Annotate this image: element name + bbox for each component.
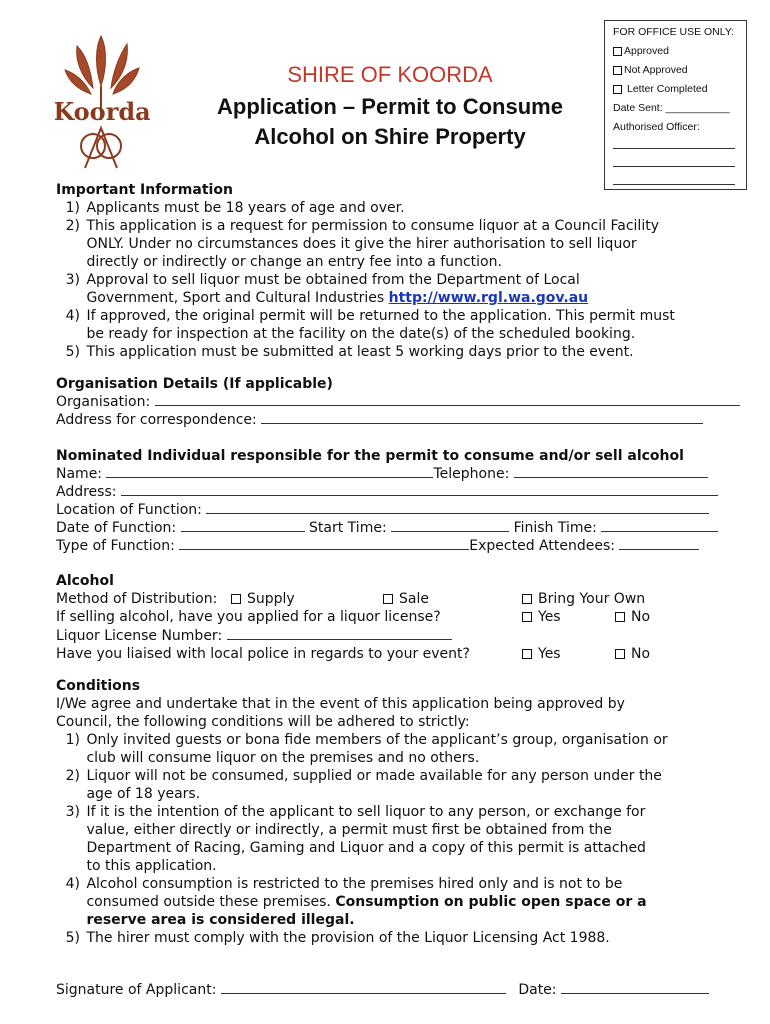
- nominated-section: Nominated Individual responsible for the permit to consume and/or sell alcohol Name: Telephone: Address: Location of Function: Date of Function: Start Time: Finish Time: Type of Function: Expected Attendees:: [56, 447, 718, 555]
- type-field[interactable]: [179, 537, 469, 550]
- method-label: Method of Distribution:: [56, 591, 218, 607]
- office-heading: FOR OFFICE USE ONLY:: [613, 26, 735, 38]
- approved-checkbox[interactable]: [613, 47, 622, 56]
- org-heading: Organisation Details (If applicable): [56, 376, 333, 392]
- licence-question: If selling alcohol, have you applied for a liquor license?: [56, 609, 441, 625]
- rgl-link[interactable]: http://www.rgl.wa.gov.au: [388, 290, 589, 306]
- licence-yes[interactable]: Yes: [522, 608, 561, 626]
- not-approved-checkbox[interactable]: [613, 66, 622, 75]
- letter-completed-checkbox[interactable]: [613, 85, 622, 94]
- org-section: Organisation Details (If applicable) Organisation: Address for correspondence:: [56, 375, 740, 429]
- approved-label: Approved: [624, 45, 669, 57]
- info-item-5: 5) This application must be submitted at least 5 working days prior to the event.: [65, 344, 634, 360]
- condition-3: 3) If it is the intention of the applicant to sell liquor to any person, or exchange for: [65, 804, 646, 820]
- start-time-field[interactable]: [391, 519, 509, 532]
- conditions-heading-block: Conditions I/We agree and undertake that in the event of this application being approved by Council, the following conditions will be adhered to strictly:: [56, 678, 625, 730]
- page-title: Application – Permit to Consume Alcohol on Shire Property: [217, 94, 563, 149]
- signature-date-field[interactable]: [561, 981, 709, 994]
- shire-logo: [55, 28, 150, 178]
- nominated-heading: Nominated Individual responsible for the permit to consume and/or sell alcohol: [56, 448, 684, 464]
- telephone-field[interactable]: [514, 465, 708, 478]
- licence-number-row: Liquor License Number:: [56, 627, 452, 645]
- attendees-field[interactable]: [619, 537, 699, 550]
- finish-time-field[interactable]: [601, 519, 718, 532]
- conditions-heading: Conditions: [56, 678, 141, 694]
- location-field[interactable]: [206, 501, 709, 514]
- licence-number-field[interactable]: [227, 627, 452, 640]
- supply-option[interactable]: Supply: [231, 590, 295, 608]
- info-list: 1) Applicants must be 18 years of age and over. 2) This application is a request for permission to consume liquor at a Council Facility ONLY. Under no circumstances does it give the hirer authorisation to sell liquor directly or indirectly or change an entry fee into a function. 3) Approval to sell liquor must be obtained from the Department of Local Government, Sport and Cultural Industries http://www.rgl.wa.gov.au 4) If approved, the original permit will be returned to the application. This permit must be ready for inspection at the facility on the date(s) of the scheduled booking. 5) This application must be submitted at least 5 working days prior to the event.: [34, 199, 675, 361]
- shire-name: SHIRE OF KOORDA: [287, 62, 493, 87]
- condition-5: 5) The hirer must comply with the provision of the Liquor Licensing Act 1988.: [65, 930, 610, 946]
- name-field[interactable]: [106, 465, 433, 478]
- office-use-box: [604, 20, 747, 190]
- info-item-1: 1) Applicants must be 18 years of age and over.: [65, 200, 405, 216]
- officer-line-3[interactable]: [613, 173, 735, 185]
- byo-option[interactable]: Bring Your Own: [522, 590, 645, 608]
- organisation-field[interactable]: [155, 393, 740, 406]
- police-question: Have you liaised with local police in regards to your event?: [56, 646, 470, 662]
- info-item-4: 4) If approved, the original permit will be returned to the application. This permit must: [65, 308, 675, 324]
- officer-line-1[interactable]: [613, 137, 735, 149]
- letter-completed-label: Letter Completed: [627, 83, 708, 95]
- signature-field[interactable]: [221, 981, 506, 994]
- signature-row: Signature of Applicant: Date:: [56, 981, 709, 999]
- date-field[interactable]: [181, 519, 305, 532]
- conditions-list: 1) Only invited guests or bona fide members of the applicant’s group, organisation or club will consume liquor on the premises and no others. 2) Liquor will not be consumed, supplied or made available for any person under the age of 18 years. 3) If it is the intention of the applicant to sell liquor to any person, or exchange for value, either directly or indirectly, a permit must first be obtained from the Department of Racing, Gaming and Liquor and a copy of this permit is attached to this application. 4) Alcohol consumption is restricted to the premises hired only and is not to be consumed outside these premises. Consumption on public open space or a reserve area is considered illegal. 5) The hirer must comply with the provision of the Liquor Licensing Act 1988.: [34, 731, 668, 947]
- alcohol-heading: Alcohol: [56, 573, 114, 589]
- not-approved-label: Not Approved: [624, 64, 688, 76]
- info-item-2: 2) This application is a request for permission to consume liquor at a Council Facility: [65, 218, 659, 234]
- police-yes[interactable]: Yes: [522, 645, 561, 663]
- authorised-officer-label: Authorised Officer:: [613, 121, 700, 133]
- address-correspondence-field[interactable]: [261, 411, 703, 424]
- condition-1: 1) Only invited guests or bona fide members of the applicant’s group, organisation or: [65, 732, 668, 748]
- officer-line-2[interactable]: [613, 155, 735, 167]
- info-item-3: 3) Approval to sell liquor must be obtained from the Department of Local: [65, 272, 580, 288]
- sale-option[interactable]: Sale: [383, 590, 429, 608]
- condition-4: 4) Alcohol consumption is restricted to the premises hired only and is not to be: [65, 876, 623, 892]
- address-field[interactable]: [121, 483, 718, 496]
- licence-no[interactable]: No: [615, 608, 650, 626]
- condition-2: 2) Liquor will not be consumed, supplied or made available for any person under the: [65, 768, 662, 784]
- svg-text:Koorda: Koorda: [55, 97, 150, 126]
- police-no[interactable]: No: [615, 645, 650, 663]
- date-sent-field[interactable]: Date Sent: ___________: [613, 102, 730, 114]
- info-heading: Important Information: [56, 182, 233, 198]
